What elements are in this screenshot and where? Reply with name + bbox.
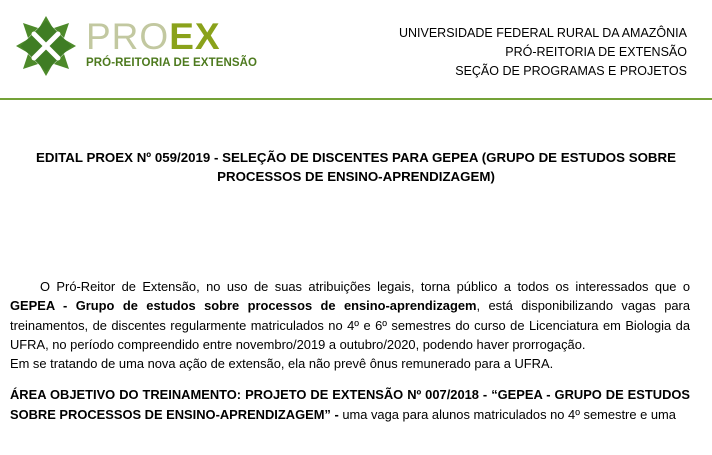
paragraph-intro-bold: GEPEA - Grupo de estudos sobre processos de ensino-aprendizagem: [10, 298, 477, 314]
header-divider: [0, 98, 712, 100]
brand-subtitle: PRÓ-REITORIA DE EXTENSÃO: [86, 57, 258, 69]
brand-pro: PRO: [86, 16, 170, 57]
document-title: EDITAL PROEX Nº 059/2019 - SELEÇÃO DE DISCENTES PARA GEPEA (GRUPO DE ESTUDOS SOBRE PROCESSOS DE ENSINO-APRENDIZAGEM): [35, 150, 677, 184]
paragraph-onus: Em se tratando de uma nova ação de extensão, ela não prevê ônus remunerado para a UFRA.: [10, 356, 554, 372]
paragraph-intro-after: , está disponibilizando vagas para treinamentos, de discentes regularmente matriculados no 4º e 6º semestres do curso de Licenciatura em Biologia da UFRA, no período compreendido entre novembro/2019 a outubro/2020, podendo haver prorrogação.: [10, 298, 691, 352]
paragraph-area: [10, 385, 690, 424]
institution-line-3: SEÇÃO DE PROGRAMAS E PROJETOS: [455, 64, 687, 78]
document-body: [10, 277, 690, 424]
brand-ex: EX: [169, 16, 221, 57]
institution-line-2: PRÓ-REITORIA DE EXTENSÃO: [505, 45, 687, 59]
paragraph-intro-before: O Pró-Reitor de Extensão, no uso de suas atribuições legais, torna público a todos os interessados que o: [40, 279, 690, 294]
brand-wordmark: [86, 18, 257, 55]
paragraph-area-bold: ÁREA OBJETIVO DO TREINAMENTO: PROJETO DE EXTENSÃO Nº 007/2018 - “GEPEA - GRUPO DE ESTUDOS SOBRE PROCESSOS DE ENSINO-APRENDIZAGEM” -: [10, 387, 690, 422]
paragraph-area-after: uma vaga para alunos matriculados no 4º semestre e uma: [338, 406, 676, 422]
proex-star-logo-icon: [14, 14, 78, 78]
brand-block: [86, 18, 257, 69]
institution-line-1: UNIVERSIDADE FEDERAL RURAL DA AMAZÔNIA: [398, 26, 687, 40]
paragraph-intro: [10, 277, 690, 354]
institution-block: [399, 24, 687, 81]
